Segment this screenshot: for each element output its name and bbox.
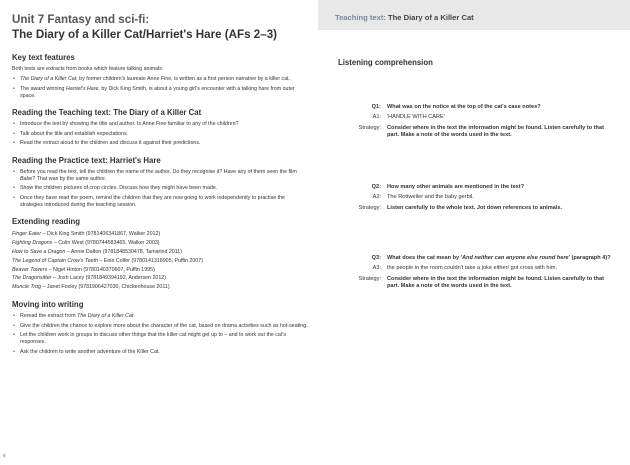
question-3-block (338, 255, 616, 294)
list-item: How to Save a Dragon – Annie Dalton (9781848530478, Tamarind 2011) (12, 248, 183, 255)
list-item: The Dragonsitter – Josh Lacey (9781849394192, Andersen 2012) (12, 275, 167, 282)
list-item: • Ask the children to write another adventure of the Killer Cat. (12, 349, 309, 356)
listening-heading: Listening comprehension (338, 58, 433, 67)
list-item: • Show the children pictures of crop circles. Discuss how they might have been made. (12, 185, 309, 192)
list-item: • Let the children work in groups to discuss other things that the killer cat might get up to – and to work out the cat's responses. (12, 332, 309, 346)
extending-heading: Extending reading (12, 217, 81, 227)
question-1-block (338, 104, 616, 143)
list-item: • The award winning Harriet's Hare, by Dick King Smith, is about a young girl's encounter with a talking hare from outer space. (12, 86, 309, 100)
unit-title: Unit 7 Fantasy and sci-fi: (12, 13, 150, 26)
list-item: Finger Eater – Dick King Smith (9781406341867, Walker 2012) (12, 231, 161, 238)
list-item: • Once they have read the poem, remind the children that they are now going to work independently to practise the strategies introduced during the teaching session. (12, 195, 309, 209)
answer-row: A1: 'HANDLE WITH CARE' (372, 114, 445, 121)
list-item: • The Diary of a Killer Cat, by former children's laureate Anne Fine, is written as a first person narrative by a killer cat. (12, 76, 309, 83)
teaching-list (12, 121, 309, 147)
question-2-block (338, 184, 616, 215)
question-row: Q3: What does the cat mean by 'And neither can anyone else round here' (paragraph 4)? (371, 255, 611, 261)
practice-list (12, 169, 309, 210)
list-item: The Legend of Captain Crow's Teeth – Eoin Colfer (9780141318905, Puffin 2007) (12, 257, 203, 264)
unit-subtitle: The Diary of a Killer Cat/Harriet's Hare (AFs 2–3) (12, 28, 277, 41)
list-item: • Talk about the title and establish expectations. (12, 131, 309, 138)
writing-heading: Moving into writing (12, 299, 84, 309)
extending-list (12, 230, 309, 292)
list-item: • Introduce the text by showing the title and author. Is Anne Fine familiar to any of the children? (12, 121, 309, 128)
list-item: • Before you read the text, tell the children the name of the author. Do they recognise it? Have any of them seen the film Babe? That was by the same author. (12, 169, 309, 183)
answer-row: A3: the people in the room couldn't take a joke either/ got cross with him. (372, 265, 557, 272)
list-item: Muncle Trog – Janet Foxley (9781906427030, Chickenhouse 2011) (12, 284, 170, 291)
strategy-row: Strategy: Listen carefully to the whole text. Jot down references to animals. (358, 204, 563, 211)
key-features-intro: Both texts are extracts from books which feature talking animals: (12, 66, 164, 72)
page-number: 6 (3, 453, 6, 458)
list-item: • Read the extract aloud to the children and discuss it against their predictions. (12, 140, 309, 147)
list-item: Fighting Dragons – Colin West (9780744583465, Walker 2003) (12, 240, 160, 247)
key-features-list (12, 76, 309, 100)
right-page (318, 0, 630, 465)
list-item: • Reread the extract from The Diary of a Killer Cat. (12, 313, 309, 320)
list-item: Beaver Towers – Nigel Hinton (9780140370607, Puffin 1995) (12, 266, 155, 273)
question-row: Q2: How many other animals are mentioned in the text? (371, 184, 525, 190)
key-features-heading: Key text features (12, 53, 75, 62)
question-row: Q1: What was on the notice at the top of the cat's case notes? (371, 104, 541, 110)
strategy-row: Strategy: Consider where in the text the information might be found. Listen carefully to that part. Make a note of the words used in the text. (358, 275, 604, 290)
teaching-heading: Reading the Teaching text: The Diary of a Killer Cat (12, 108, 202, 118)
answer-row: A2: The Rottweiler and the baby gerbil. (372, 194, 474, 201)
right-header-text: Teaching text: The Diary of a Killer Cat (335, 13, 474, 22)
strategy-row: Strategy: Consider where in the text the information might be found. Listen carefully to that part. Make a note of the words used in the text. (358, 124, 604, 139)
list-item: • Give the children the chance to explore more about the character of the cat, based on drama activities such as hot-seating. (12, 323, 309, 330)
writing-list (12, 313, 309, 356)
practice-heading: Reading the Practice text: Harriet's Hare (12, 155, 161, 165)
right-header-band (318, 0, 630, 30)
